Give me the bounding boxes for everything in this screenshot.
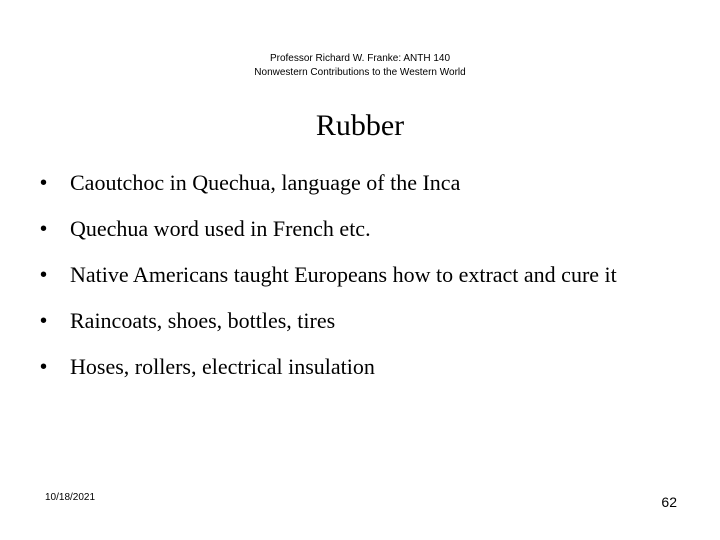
bullet-list: [40, 160, 700, 390]
bullet-icon: •: [40, 171, 48, 194]
bullet-text: Native Americans taught Europeans how to extract and cure it: [70, 262, 617, 287]
bullet-item: [40, 344, 700, 390]
bullet-item: [40, 252, 700, 298]
bullet-icon: •: [40, 217, 48, 240]
course-line: Professor Richard W. Franke: ANTH 140: [269, 53, 451, 64]
bullet-icon: •: [40, 309, 48, 332]
bullet-item: [40, 298, 700, 344]
slide-number: 62: [661, 494, 677, 510]
bullet-text: Raincoats, shoes, bottles, tires: [70, 308, 336, 333]
slide-title: Rubber: [315, 109, 405, 142]
footer-date: 10/18/2021: [45, 492, 96, 503]
course-subtitle-line: Nonwestern Contributions to the Western World: [254, 67, 466, 78]
slide-header: [0, 52, 720, 80]
bullet-icon: •: [40, 355, 48, 378]
bullet-text: Hoses, rollers, electrical insulation: [70, 354, 375, 379]
bullet-item: [40, 160, 700, 206]
bullet-icon: •: [40, 263, 48, 286]
bullet-text: Caoutchoc in Quechua, language of the Inca: [70, 170, 461, 195]
bullet-item: [40, 206, 700, 252]
bullet-text: Quechua word used in French etc.: [70, 216, 371, 241]
